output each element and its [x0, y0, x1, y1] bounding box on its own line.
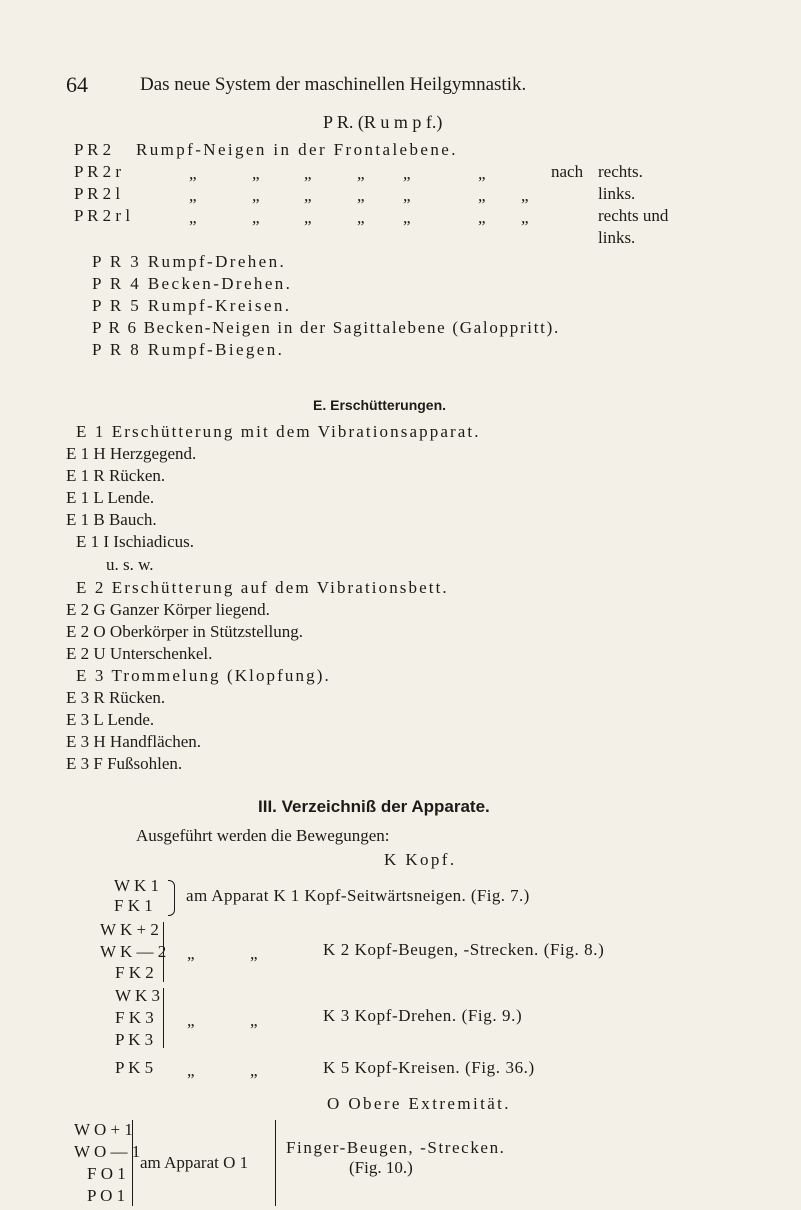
ditto-mark: „: [252, 186, 260, 205]
k3-text: K 3 Kopf-Drehen. (Fig. 9.): [323, 1006, 523, 1025]
running-title: Das neue System der maschinellen Heilgymnastik.: [140, 74, 527, 95]
rechts-und-label: rechts und: [598, 206, 669, 225]
ditto-mark: „: [357, 186, 365, 205]
ditto-mark: „: [357, 208, 365, 227]
o1-code: W O — 1: [74, 1142, 141, 1161]
ditto-mark: „: [252, 164, 260, 183]
e-line: E 1 Erschütterung mit dem Vibrationsapparat.: [76, 422, 481, 441]
e-line: E 3 F Fußsohlen.: [66, 754, 183, 773]
rechts-label: rechts.: [598, 162, 643, 181]
k2-code: W K — 2: [100, 942, 167, 961]
ditto-mark: „: [357, 164, 365, 183]
k-heading: K Kopf.: [384, 850, 457, 869]
ditto-mark: „: [478, 164, 486, 183]
e-line: E 2 G Ganzer Körper liegend.: [66, 600, 270, 619]
ditto-mark: „: [304, 208, 312, 227]
pr2r-code: P R 2 r: [74, 162, 122, 181]
page-number: 64: [66, 72, 88, 97]
ditto-mark: „: [189, 186, 197, 205]
links-label: links.: [598, 184, 636, 203]
apparate-intro: Ausgeführt werden die Bewegungen:: [136, 826, 390, 845]
e-line: E 1 R Rücken.: [66, 466, 166, 485]
apparate-heading: III. Verzeichniß der Apparate.: [258, 797, 490, 816]
ditto-mark: „: [189, 208, 197, 227]
ditto-mark: „: [189, 164, 197, 183]
k5-ditto: „: [250, 1061, 258, 1080]
pr5-line: P R 5 Rumpf-Kreisen.: [92, 296, 292, 315]
e-line: E 2 Erschütterung auf dem Vibrationsbett.: [76, 578, 449, 597]
e-heading: E. Erschütterungen.: [313, 397, 447, 413]
ditto-mark: „: [304, 186, 312, 205]
pr3-line: P R 3 Rumpf-Drehen.: [92, 252, 287, 271]
o1-brace-right: [275, 1120, 277, 1206]
k3-code: F K 3: [115, 1008, 154, 1027]
o1-text: Finger-Beugen, -Strecken.: [286, 1138, 506, 1157]
e-line: E 3 L Lende.: [66, 710, 155, 729]
ditto-mark: „: [403, 164, 411, 183]
ditto-mark: „: [478, 208, 486, 227]
o1-fig: (Fig. 10.): [349, 1158, 413, 1177]
e-line: E 3 Trommelung (Klopfung).: [76, 666, 331, 685]
ditto-mark: „: [521, 208, 529, 227]
k2-ditto: „: [187, 944, 195, 963]
k1-brace: [168, 880, 175, 916]
o1-code: P O 1: [87, 1186, 126, 1205]
o1-code: W O + 1: [74, 1120, 133, 1139]
ditto-mark: „: [478, 186, 486, 205]
k2-code: F K 2: [115, 963, 154, 982]
pr-heading: P R. (R u m p f.): [323, 112, 443, 132]
e-line: E 1 H Herzgegend.: [66, 444, 197, 463]
e-line: E 1 I Ischiadicus.: [76, 532, 195, 551]
k5-ditto: „: [187, 1061, 195, 1080]
links-label-2: links.: [598, 228, 636, 247]
k2-brace: [162, 922, 164, 982]
k3-code: W K 3: [115, 986, 161, 1005]
pr8-line: P R 8 Rumpf-Biegen.: [92, 340, 285, 359]
o1-brace-left: [131, 1120, 133, 1206]
pr6-line: P R 6 Becken-Neigen in der Sagittalebene (Galoppritt).: [92, 318, 560, 337]
e-line: E 1 B Bauch.: [66, 510, 157, 529]
e-line: E 1 L Lende.: [66, 488, 155, 507]
pr2-text: Rumpf-Neigen in der Frontalebene.: [136, 140, 458, 159]
k3-brace: [162, 988, 164, 1048]
o-heading: O Obere Extremität.: [327, 1094, 511, 1113]
k3-ditto: „: [187, 1011, 195, 1030]
e-line: E 2 U Unterschenkel.: [66, 644, 213, 663]
o1-code: F O 1: [87, 1164, 126, 1183]
k2-code: W K + 2: [100, 920, 159, 939]
k3-code: P K 3: [115, 1030, 154, 1049]
e-line: u. s. w.: [106, 555, 154, 574]
pr2rl-code: P R 2 r l: [74, 206, 131, 225]
k5-text: K 5 Kopf-Kreisen. (Fig. 36.): [323, 1058, 535, 1077]
ditto-mark: „: [403, 186, 411, 205]
ditto-mark: „: [521, 186, 529, 205]
o1-apparat: am Apparat O 1: [140, 1153, 249, 1172]
k2-text: K 2 Kopf-Beugen, -Strecken. (Fig. 8.): [323, 940, 605, 959]
e-line: E 2 O Oberkörper in Stützstellung.: [66, 622, 304, 641]
ditto-mark: „: [403, 208, 411, 227]
e-line: E 3 H Handflächen.: [66, 732, 202, 751]
pr2l-code: P R 2 l: [74, 184, 121, 203]
k1-text: am Apparat K 1 Kopf-Seitwärtsneigen. (Fig. 7.): [186, 886, 530, 905]
e-line: E 3 R Rücken.: [66, 688, 166, 707]
ditto-mark: „: [304, 164, 312, 183]
k1-code: F K 1: [114, 896, 153, 915]
ditto-mark: „: [252, 208, 260, 227]
k3-ditto: „: [250, 1011, 258, 1030]
k5-code: P K 5: [115, 1058, 154, 1077]
pr4-line: P R 4 Becken-Drehen.: [92, 274, 293, 293]
pr2-code: P R 2: [74, 140, 112, 159]
k2-ditto: „: [250, 944, 258, 963]
k1-code: W K 1: [114, 876, 160, 895]
nach-label: nach: [551, 162, 584, 181]
